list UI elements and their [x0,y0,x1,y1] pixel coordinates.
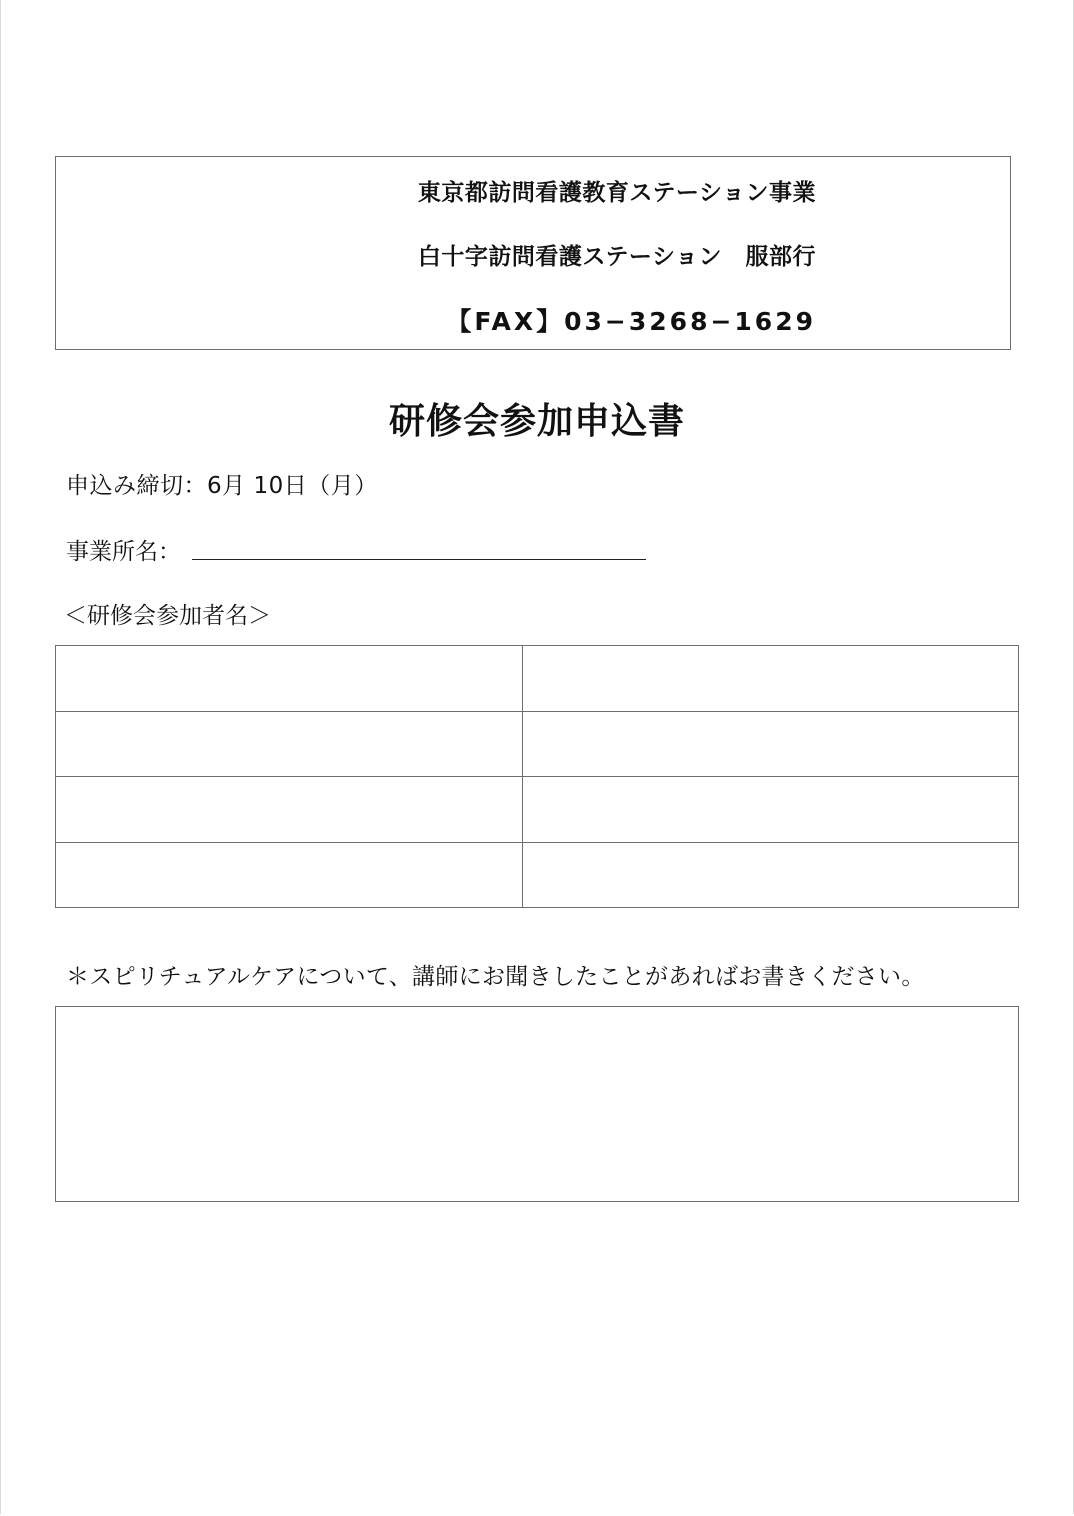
participants-heading: ＜研修会参加者名＞ [64,603,271,629]
form-title: 研修会参加申込書 [388,401,685,442]
participant-cell[interactable] [56,777,523,843]
participant-cell[interactable] [56,646,523,712]
program-name: 東京都訪問看護教育ステーション事業 [417,180,816,206]
participant-cell[interactable] [56,842,523,908]
deadline-text: 申込み締切：6月 10日（月） [66,473,378,499]
office-name-field[interactable] [192,559,646,560]
participant-cell[interactable] [523,777,1019,843]
table-row [56,842,1019,908]
participant-cell[interactable] [523,646,1019,712]
participant-cell[interactable] [523,842,1019,908]
participant-cell[interactable] [523,711,1019,777]
answer-box[interactable] [55,1006,1019,1202]
question-text: ＊スピリチュアルケアについて、講師にお聞きしたことがあればお書きください。 [66,964,925,990]
table-row [56,777,1019,843]
recipient-name: 白十字訪問看護ステーション 服部行 [417,244,816,270]
table-row [56,646,1019,712]
table-row [56,711,1019,777]
participants-table [55,645,1019,908]
fax-number: 【FAX】03−3268−1629 [446,307,816,336]
office-name-label: 事業所名： [66,539,181,565]
participant-cell[interactable] [56,711,523,777]
